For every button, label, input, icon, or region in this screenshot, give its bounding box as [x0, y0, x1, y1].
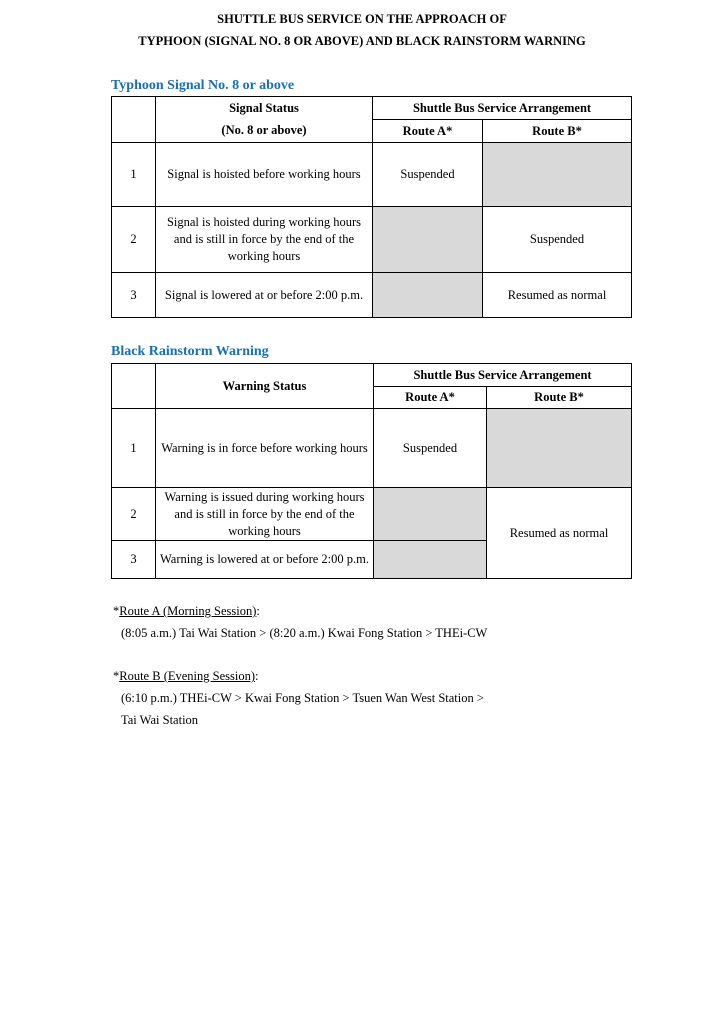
route-a-cell-shaded: [373, 273, 483, 318]
row-number: 2: [112, 207, 156, 273]
row-number: 3: [112, 273, 156, 318]
signal-status-cell: Signal is lowered at or before 2:00 p.m.: [156, 273, 373, 318]
route-b-label: Route B (Evening Session): [119, 669, 256, 683]
route-b-merged-cell: Resumed as normal: [487, 488, 632, 579]
page-title-line-2: TYPHOON (SIGNAL NO. 8 OR ABOVE) AND BLACK RAINSTORM WARNING: [138, 34, 586, 48]
warning-status-cell: Warning is lowered at or before 2:00 p.m.: [156, 541, 374, 579]
route-b-cell: Suspended: [483, 207, 632, 273]
route-a-cell-shaded: [374, 541, 487, 579]
row-number: 1: [112, 409, 156, 488]
row-number: 2: [112, 488, 156, 541]
typhoon-status-header-1: Signal Status: [156, 97, 373, 120]
route-a-note: [113, 600, 487, 644]
signal-status-cell: Signal is hoisted before working hours: [156, 143, 373, 207]
route-b-cell-shaded: [487, 409, 632, 488]
table-row: [112, 143, 632, 207]
route-b-cell-shaded: [483, 143, 632, 207]
typhoon-header-blank: [112, 97, 156, 143]
typhoon-route-a-header: Route A*: [373, 120, 483, 143]
route-a-cell: Suspended: [374, 409, 487, 488]
colon: :: [255, 669, 259, 683]
typhoon-table: [111, 96, 632, 318]
route-a-cell-shaded: [374, 488, 487, 541]
rainstorm-header-blank: [112, 364, 156, 409]
rainstorm-arrangement-header: Shuttle Bus Service Arrangement: [374, 364, 632, 387]
row-number: 3: [112, 541, 156, 579]
typhoon-route-b-header: Route B*: [483, 120, 632, 143]
rainstorm-route-a-header: Route A*: [374, 387, 487, 409]
signal-status-cell: Signal is hoisted during working hours and is still in force by the end of the working hours: [156, 207, 373, 273]
asterisk: *: [113, 604, 120, 618]
asterisk: *: [113, 669, 120, 683]
colon: :: [256, 604, 260, 618]
rainstorm-route-b-header: Route B*: [487, 387, 632, 409]
route-b-note: [113, 665, 484, 731]
table-row: [112, 409, 632, 488]
table-row: [112, 273, 632, 318]
typhoon-section-heading: Typhoon Signal No. 8 or above: [111, 78, 295, 93]
route-a-label: Route A (Morning Session): [119, 604, 257, 618]
typhoon-status-header-2: (No. 8 or above): [156, 120, 373, 143]
page-title-line-1: SHUTTLE BUS SERVICE ON THE APPROACH OF: [217, 12, 507, 26]
row-number: 1: [112, 143, 156, 207]
route-b-cell: Resumed as normal: [483, 273, 632, 318]
route-a-detail: (8:05 a.m.) Tai Wai Station > (8:20 a.m.) Kwai Fong Station > THEi-CW: [121, 626, 488, 640]
route-a-cell: Suspended: [373, 143, 483, 207]
warning-status-cell: Warning is issued during working hours and is still in force by the end of the working hours: [156, 488, 374, 541]
route-a-cell-shaded: [373, 207, 483, 273]
route-b-detail-line-2: Tai Wai Station: [121, 713, 199, 727]
route-b-detail-line-1: (6:10 p.m.) THEi-CW > Kwai Fong Station > Tsuen Wan West Station >: [121, 691, 484, 705]
table-row: [112, 207, 632, 273]
warning-status-cell: Warning is in force before working hours: [156, 409, 374, 488]
table-row: [112, 488, 632, 541]
rainstorm-status-header: Warning Status: [156, 364, 374, 409]
typhoon-arrangement-header: Shuttle Bus Service Arrangement: [373, 97, 632, 120]
rainstorm-section-heading: Black Rainstorm Warning: [111, 344, 269, 359]
rainstorm-table: [111, 363, 632, 579]
